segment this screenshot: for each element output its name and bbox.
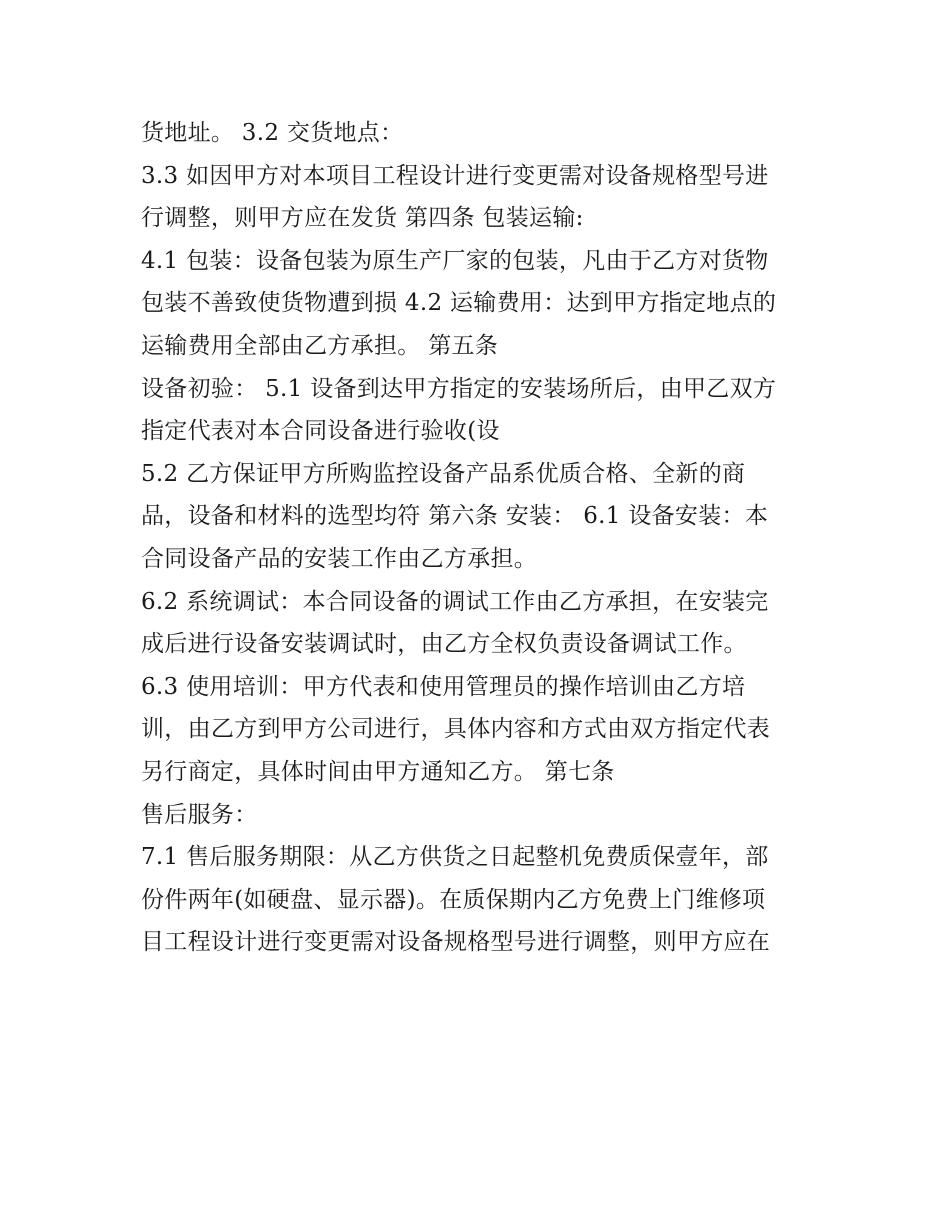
- text-line-20: 目工程设计进行变更需对设备规格型号进行调整，则甲方应在: [141, 929, 771, 956]
- text-line-1: 货地址。 3.2 交货地点：: [141, 120, 404, 146]
- text-line-13: 成后进行设备安装调试时，由乙方全权负责设备调试工作。: [141, 631, 747, 658]
- text-line-7: 设备初验： 5.1 设备到达甲方指定的安装场所后，由甲乙双方: [141, 375, 777, 402]
- text-line-12: 6.2 系统调试：本合同设备的调试工作由乙方承担，在安装完: [141, 588, 769, 615]
- text-line-6: 运输费用全部由乙方承担。 第五条: [141, 332, 499, 359]
- text-line-3: 行调整，则甲方应在发货 第四条 包装运输:: [141, 205, 584, 232]
- text-line-16: 另行商定，具体时间由甲方通知乙方。 第七条: [141, 758, 615, 785]
- text-line-8: 指定代表对本合同设备进行验收(设: [141, 418, 500, 445]
- text-line-2: 3.3 如因甲方对本项目工程设计进行变更需对设备规格型号进: [141, 162, 769, 189]
- text-line-9: 5.2 乙方保证甲方所购监控设备产品系优质合格、全新的商: [141, 460, 746, 487]
- text-line-14: 6.3 使用培训：甲方代表和使用管理员的操作培训由乙方培: [141, 673, 746, 700]
- contract-text-body: [141, 112, 831, 964]
- text-line-4: 4.1 包装：设备包装为原生产厂家的包装，凡由于乙方对货物: [141, 247, 769, 274]
- text-line-11: 合同设备产品的安装工作由乙方承担。: [141, 545, 538, 572]
- text-line-5: 包装不善致使货物遭到损 4.2 运输费用：达到甲方指定地点的: [141, 290, 777, 317]
- text-line-10: 品，设备和材料的选型均符 第六条 安装： 6.1 设备安装：本: [141, 503, 769, 530]
- text-line-17: 售后服务：: [141, 801, 258, 828]
- text-line-15: 训，由乙方到甲方公司进行，具体内容和方式由双方指定代表: [141, 716, 771, 743]
- text-line-19: 份件两年(如硬盘、显示器)。在质保期内乙方免费上门维修项: [141, 886, 766, 913]
- text-line-18: 7.1 售后服务期限：从乙方供货之日起整机免费质保壹年，部: [141, 844, 769, 871]
